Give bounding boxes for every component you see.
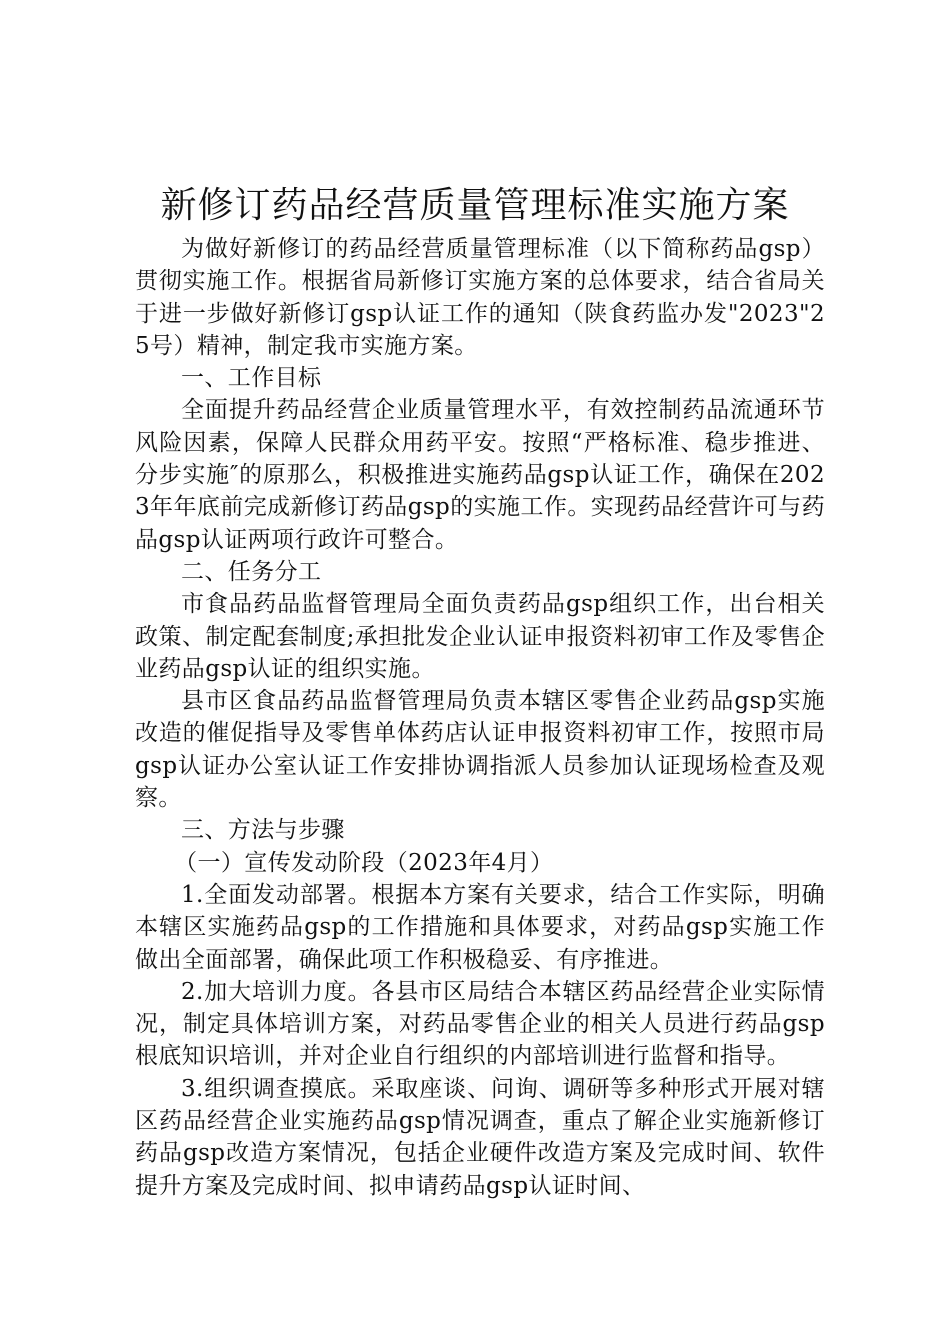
document-title: 新修订药品经营质量管理标准实施方案: [160, 185, 790, 226]
section-heading-methods-steps: 三、方法与步骤: [181, 817, 345, 844]
document-body: [135, 233, 825, 1202]
section-heading-work-goals: 一、工作目标: [181, 365, 322, 392]
intro-paragraph: 为做好新修订的药品经营质量管理标准（以下简称药品gsp）贯彻实施工作。根据省局新修订实施方案的总体要求，结合省局关于进一步做好新修订gsp认证工作的通知（陕食药监办发"2023"25号）精神，制定我市实施方案。: [135, 236, 825, 359]
task-division-paragraph-county: 县市区食品药品监督管理局负责本辖区零售企业药品gsp实施改造的催促指导及零售单体药店认证申报资料初审工作，按照市局gsp认证办公室认证工作安排协调指派人员参加认证现场检查及观察。: [135, 688, 825, 812]
task-division-paragraph-city: 市食品药品监督管理局全面负责药品gsp组织工作，出台相关政策、制定配套制度;承担批发企业认证申报资料初审工作及零售企业药品gsp认证的组织实施。: [135, 591, 825, 682]
step-item-deployment: 1.全面发动部署。根据本方案有关要求，结合工作实际，明确本辖区实施药品gsp的工作措施和具体要求，对药品gsp实施工作做出全面部署，确保此项工作积极稳妥、有序推进。: [135, 881, 825, 973]
section-heading-task-division: 二、任务分工: [181, 558, 322, 585]
step-item-survey: 3.组织调查摸底。采取座谈、问询、调研等多种形式开展对辖区药品经营企业实施药品gsp情况调查，重点了解企业实施新修订药品gsp改造方案情况，包括企业硬件改造方案及完成时间、软件提升方案及完成时间、拟申请药品gsp认证时间、: [135, 1075, 825, 1199]
stage-heading-publicity: （一）宣传发动阶段（2023年4月）: [174, 849, 554, 876]
step-item-training: 2.加大培训力度。各县市区局结合本辖区药品经营企业实际情况，制定具体培训方案，对药品零售企业的相关人员进行药品gsp根底知识培训，并对企业自行组织的内部培训进行监督和指导。: [135, 978, 825, 1070]
work-goals-paragraph: 全面提升药品经营企业质量管理水平，有效控制药品流通环节风险因素，保障人民群众用药平安。按照“严格标准、稳步推进、分步实施″的原那么，积极推进实施药品gsp认证工作，确保在2023年年底前完成新修订药品gsp的实施工作。实现药品经营许可与药品gsp认证两项行政许可整合。: [135, 397, 825, 553]
